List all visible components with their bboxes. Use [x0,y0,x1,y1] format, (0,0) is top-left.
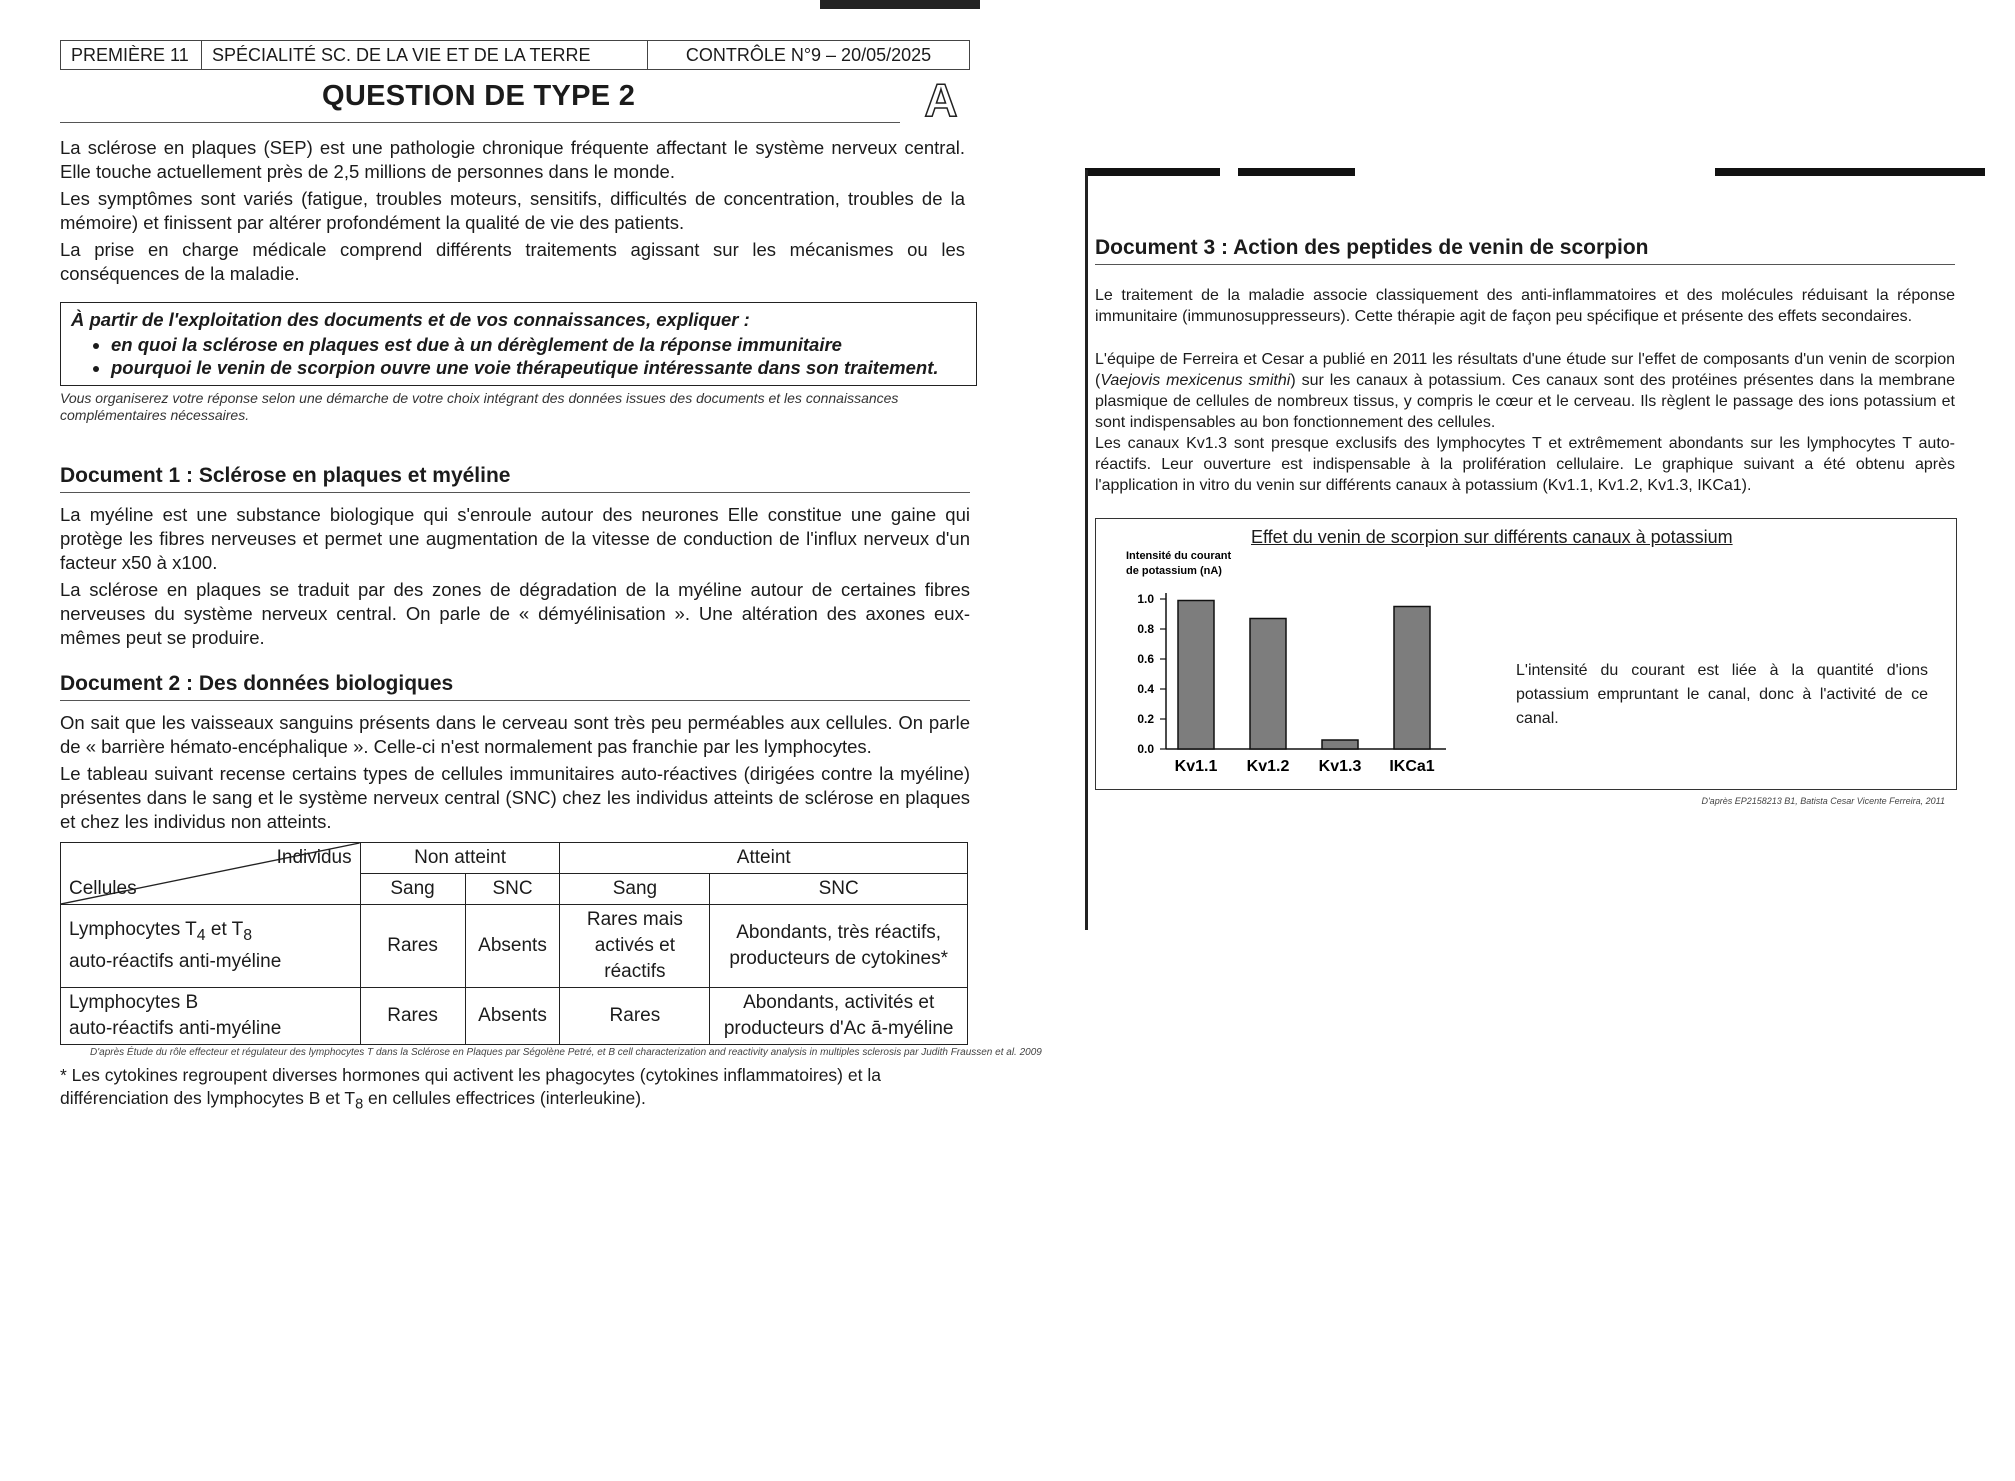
row-label-text: Lymphocytes B [69,992,199,1013]
table-sub-snc-non: SNC [465,874,560,905]
y-tick-label: 0.2 [1137,712,1154,726]
table-group-atteint: Atteint [560,843,968,874]
doc3-p2-rest: ) sur les canaux à potassium. Ces canaux sont des protéines présentes dans la membrane plasmique de cellules de nombreux tissus, y compris le cœur et le cerveau. Ils règlent le passage des ions potassium et sont indispensables au bon fonctionnement des cellules. [1095,372,1955,431]
y-axis-label-line2: de potassium (nA) [1126,565,1222,577]
row-label-line2: auto-réactifs anti-myéline [69,950,282,972]
table-cell: Rares mais activés et réactifs [560,905,710,988]
title-rule [60,122,900,123]
y-tick-label: 0.0 [1137,742,1154,756]
immune-cells-table [60,842,968,1045]
header-band [60,40,970,70]
doc3-heading: Document 3 : Action des peptides de venin de scorpion [1095,236,1955,265]
venom-chart-frame [1095,518,1957,790]
table-cell: Rares [560,988,710,1045]
table-sub-sang-non: Sang [360,874,465,905]
title-row [60,76,980,128]
doc2-heading: Document 2 : Des données biologiques [60,672,970,701]
row-label-sub-8: 8 [243,926,253,944]
footnote-sub-8: 8 [355,1096,364,1113]
doc1-paragraph-2: La sclérose en plaques se traduit par des zones de dégradation de la myéline autour de certaines fibres nerveuses du système nerveux central. On parle de « démyélinisation ». Une altération des axones eux-mêmes peut se produire. [60,579,970,648]
scan-artifact-right-edge [1085,170,1088,930]
doc2-paragraph-2: Le tableau suivant recense certains types de cellules immunitaires auto-réactives (dirigées contre la myéline) présentes dans le sang et le système nerveux central (SNC) chez les individus atteints de sclérose en plaques et chez les individus non atteints. [60,763,970,832]
intro-section [60,136,965,286]
scan-artifact-top [820,0,980,9]
scorpion-species-name: Vaejovis mexicenus smithi [1100,372,1291,389]
intro-paragraph-1: La sclérose en plaques (SEP) est une pathologie chronique fréquente affectant le système nerveux central. Elle touche actuellement près de 2,5 millions de personnes dans le monde. [60,137,965,182]
table-cell: Absents [465,905,560,988]
doc3-paragraph-1: Le traitement de la maladie associe classiquement des anti-inflammatoires et des molécules réduisant la réponse immunitaire (immunosuppresseurs). Cette thérapie agit de façon peu spécifique et présente des effets secondaires. [1095,287,1955,325]
y-tick-label: 0.6 [1137,652,1154,666]
table-row-label-lymphocytes-t [61,905,361,988]
chart-source: D'après EP2158213 B1, Batista Cesar Vicente Ferreira, 2011 [1701,796,1945,806]
doc2-paragraph-1: On sait que les vaisseaux sanguins présents dans le cerveau sont très peu perméables aux cellules. On parle de « barrière hémato-encéphalique ». Celle-ci n'est normalement pas franchie par les lymphocytes. [60,712,970,757]
task-item-2: • pourquoi le venin de scorpion ouvre une voie thérapeutique intéressante dans son traitement. [111,356,966,379]
left-page [60,40,1042,1117]
task-list [111,333,966,379]
task-box [60,302,977,386]
subject-label: SPÉCIALITÉ SC. DE LA VIE ET DE LA TERRE [202,41,648,69]
y-tick-label: 0.8 [1137,622,1154,636]
table-row-label-lymphocytes-b [61,988,361,1045]
x-tick-label: IKCa1 [1389,758,1435,775]
table-cell: Rares [360,905,465,988]
doc1-body [60,503,970,650]
bar-kv1-2 [1250,619,1286,750]
task-note: Vous organiserez votre réponse selon une démarche de votre choix intégrant des données issues des documents et les connaissances complémentaires nécessaires. [60,390,899,423]
bar-kv1-1 [1178,601,1214,750]
venom-bar-chart [1106,549,1506,785]
doc1-paragraph-1: La myéline est une substance biologique qui s'enroule autour des neurones Elle constitue une gaine qui protège les fibres nerveuses et permet une augmentation de la vitesse de conduction de l'influx nerveux d'un facteur x50 à x100. [60,504,970,573]
doc3-p2-start: L'équipe de Ferreira et Cesar a publié en 2011 les résultats d'une étude sur l'effet de composants d'un venin de scorpion ( [1095,351,1955,389]
bar-ikca1 [1394,607,1430,750]
task-item-1: • en quoi la sclérose en plaques est due à un dérèglement de la réponse immunitaire [111,333,966,356]
x-tick-label: Kv1.1 [1174,758,1218,775]
table-cell: Absents [465,988,560,1045]
y-axis-label-line1: Intensité du courant [1126,550,1232,562]
table-sub-snc-atteint: SNC [710,874,968,905]
x-tick-label: Kv1.3 [1318,758,1362,775]
table-corner-cell [61,843,361,905]
table-row [61,988,968,1045]
bar-kv1-3 [1322,740,1358,749]
intro-paragraph-3: La prise en charge médicale comprend différents traitements agissant sur les mécanismes ou les conséquences de la maladie. [60,239,965,284]
table-corner-individus: Individus [276,847,352,868]
row-label-line2: auto-réactifs anti-myéline [69,1018,282,1039]
table-cell: Rares [360,988,465,1045]
right-page [1095,170,1975,806]
task-lead: À partir de l'exploitation des documents et de vos connaissances, expliquer : [71,309,750,330]
doc1-heading: Document 1 : Sclérose en plaques et myéline [60,464,970,493]
table-source: D'après Étude du rôle effecteur et régulateur des lymphocytes T dans la Sclérose en Plaques par Ségolène Petré, et B cell characterization and reactivity analysis in multiples sclerosis par Judith Fraussen et al. 2009 [90,1047,1042,1058]
y-tick-label: 1.0 [1137,592,1154,606]
version-badge: A [924,74,958,126]
footnote-text: * Les cytokines regroupent diverses hormones qui activent les phagocytes (cytokines inflammatoires) et la différenciation des lymphocytes B et T [60,1065,881,1108]
table-sub-sang-atteint: Sang [560,874,710,905]
table-row [61,905,968,988]
intro-paragraph-2: Les symptômes sont variés (fatigue, troubles moteurs, sensitifs, difficultés de concentration, troubles de la mémoire) et finissent par altérer profondément la qualité de vie des patients. [60,188,965,233]
test-label: CONTRÔLE N°9 – 20/05/2025 [685,44,932,65]
table-corner-cellules: Cellules [69,878,137,899]
table-cell: Abondants, activités et producteurs d'Ac ā-myéline [710,988,968,1045]
row-label-sub-4: 4 [196,926,206,944]
table-cell: Abondants, très réactifs, producteurs de cytokines* [710,905,968,988]
x-tick-label: Kv1.2 [1246,758,1290,775]
table-header-row [61,843,968,874]
chart-note: L'intensité du courant est liée à la quantité d'ions potassium empruntant le canal, donc à l'activité de ce canal. [1516,662,1928,727]
doc3-paragraph-3: Les canaux Kv1.3 sont presque exclusifs des lymphocytes T et extrêmement abondants sur les lymphocytes T auto-réactifs. Leur ouverture est indispensable à la prolifération cellulaire. Le graphique suivant a été obtenu après l'application in vitro du venin sur différents canaux à potassium (Kv1.1, Kv1.2, Kv1.3, IKCa1). [1095,435,1955,494]
chart-title: Effet du venin de scorpion sur différents canaux à potassium [1251,527,1733,547]
class-label: PREMIÈRE 11 [61,41,202,69]
row-label-mid: et T [205,919,244,941]
doc2-body [60,711,970,834]
footnote-text-end: en cellules effectrices (interleukine). [363,1088,646,1108]
cytokines-footnote [60,1064,970,1117]
page-title: QUESTION DE TYPE 2 [322,80,636,112]
row-label-text: Lymphocytes T [69,919,197,941]
table-group-non-atteint: Non atteint [360,843,560,874]
doc3-body [1095,285,1955,496]
doc3-paragraph-2 [1095,349,1955,433]
y-tick-label: 0.4 [1137,682,1154,696]
